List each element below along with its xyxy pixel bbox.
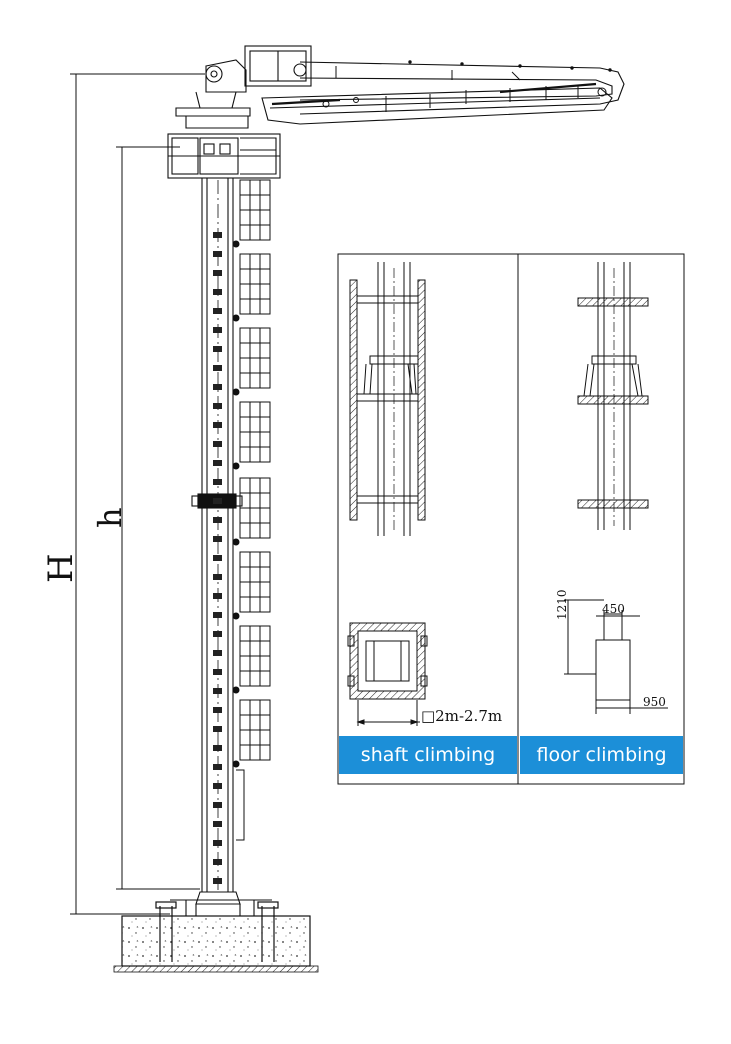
mast-node [213,384,222,390]
ladder-panels [233,180,270,840]
mast-node [213,346,222,352]
mast-node [213,726,222,732]
shaft-climbing-drawing [348,262,427,726]
mast-node [213,403,222,409]
mast-nodes [213,232,222,884]
ladder-panel [233,180,270,247]
floor-climbing-drawing [564,262,668,714]
mast-node [213,365,222,371]
mast-node [213,745,222,751]
ladder-panel [233,328,270,395]
ladder-panel [233,254,270,321]
ladder-panel [233,552,270,619]
mast-node [213,764,222,770]
mast-node [213,840,222,846]
dim-950-label: 950 [643,695,666,709]
mast-node [213,251,222,257]
mast-node [213,859,222,865]
boom-assembly [176,46,624,128]
shaft-size-label: □2m-2.7m [421,707,503,725]
mast-node [213,878,222,884]
mast-node [213,270,222,276]
concrete-foundation [114,902,318,972]
mast-node [213,688,222,694]
mast-node [213,441,222,447]
ladder-panel [233,626,270,693]
dimension-lines [70,74,205,914]
mast-node [213,612,222,618]
mast-node [213,555,222,561]
ladder-panel [233,402,270,469]
shaft-climbing-tab [339,736,517,774]
mast-node [213,783,222,789]
floor-climbing-tab [520,736,683,774]
mast-node [213,327,222,333]
mast-node [213,821,222,827]
mast-node [213,289,222,295]
mast-node [213,308,222,314]
mast-node [213,707,222,713]
dim-1210-label: 1210 [555,589,569,620]
shaft-climbing-label: shaft climbing [360,744,496,766]
mast-node [213,593,222,599]
ladder-rail [236,770,244,840]
mast-node [213,498,222,504]
overall-height-label: H [41,553,81,583]
mast-node [213,517,222,523]
mast-node [213,232,222,238]
dim-450-label: 450 [602,602,625,616]
inner-height-label: h [91,507,129,528]
ladder-panel [233,700,270,767]
mast-node [213,802,222,808]
floor-climbing-label: floor climbing [536,744,667,766]
ladder-panel [233,478,270,545]
mast-node [213,650,222,656]
mast-node [213,536,222,542]
mast-node [213,574,222,580]
mast-node [213,669,222,675]
mast-node [213,422,222,428]
mast-node [213,460,222,466]
top-platform [168,134,280,178]
mast-node [213,479,222,485]
mast-node [213,631,222,637]
detail-frame [338,254,684,784]
